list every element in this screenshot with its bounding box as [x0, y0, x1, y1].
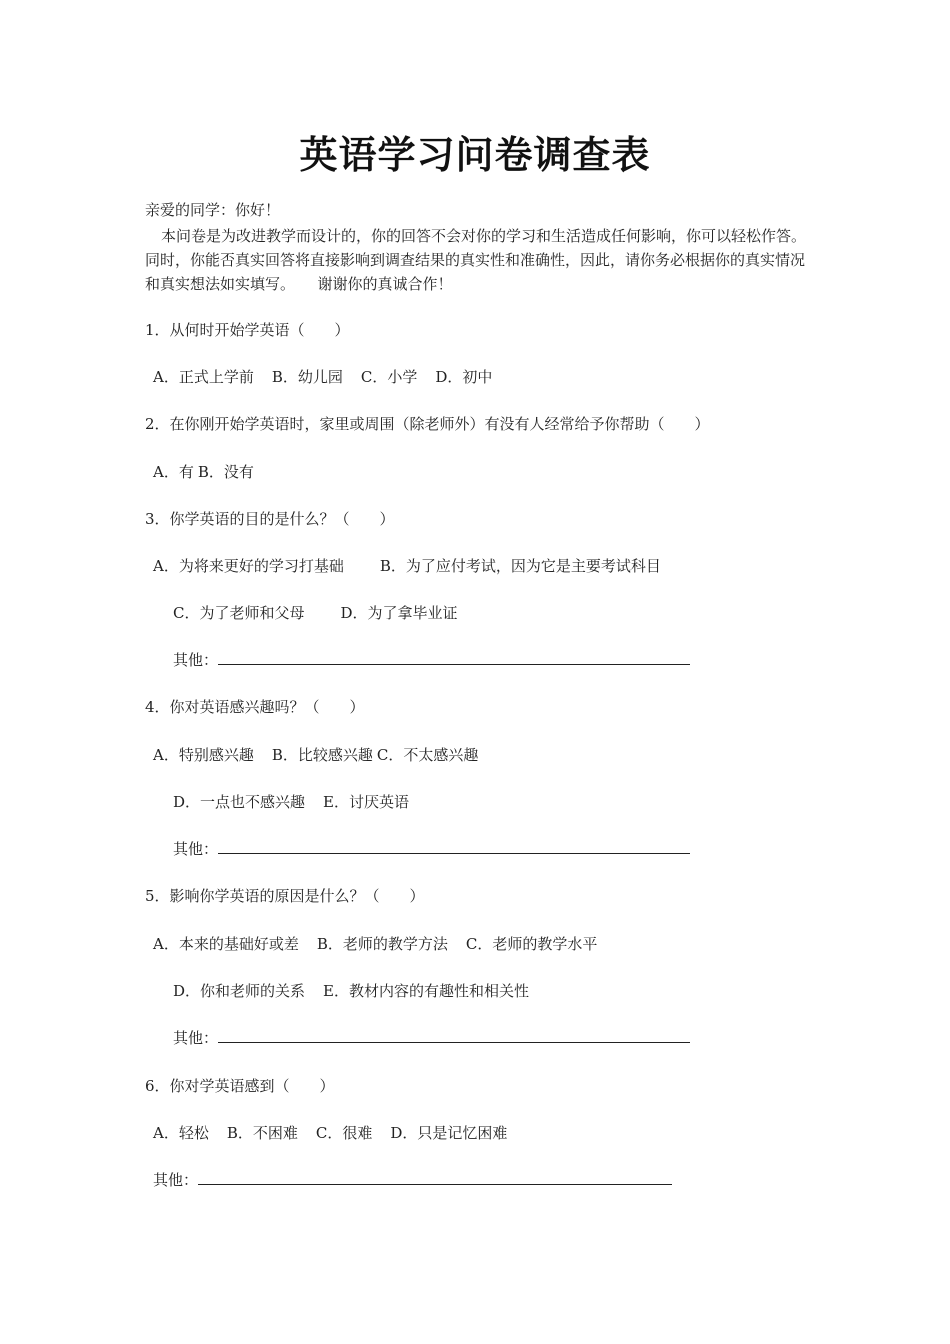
question-6-options — [153, 1123, 507, 1143]
question-3-other — [173, 650, 690, 670]
other-answer-field-3[interactable] — [218, 650, 690, 665]
option-6c[interactable]: C．很难 — [315, 1124, 373, 1142]
other-answer-field-4[interactable] — [218, 839, 690, 854]
option-1c[interactable]: C．小学 — [360, 368, 418, 386]
option-6b[interactable]: B．不困难 — [226, 1124, 298, 1142]
other-label: 其他： — [173, 1029, 219, 1047]
option-4c[interactable]: C．不太感兴趣 — [376, 746, 479, 764]
question-4-other — [173, 839, 690, 859]
option-4b[interactable]: B．比较感兴趣 — [271, 746, 373, 764]
other-label: 其他： — [173, 840, 219, 858]
option-3a[interactable]: A．为将来更好的学习打基础 — [153, 557, 344, 575]
question-5: 5．影响你学英语的原因是什么？（ ） — [145, 887, 425, 905]
question-4-options-row1 — [153, 745, 478, 765]
option-1d[interactable]: D．初中 — [435, 368, 493, 386]
option-1b[interactable]: B．幼儿园 — [271, 368, 343, 386]
option-2a[interactable]: A．有 — [153, 463, 194, 481]
option-5e[interactable]: E．教材内容的有趣性和相关性 — [323, 982, 529, 1000]
other-answer-field-5[interactable] — [218, 1028, 690, 1043]
option-5d[interactable]: D．你和老师的关系 — [173, 982, 306, 1000]
option-5b[interactable]: B．老师的教学方法 — [316, 935, 448, 953]
option-4e[interactable]: E．讨厌英语 — [323, 793, 409, 811]
question-4: 4．你对英语感兴趣吗？（ ） — [145, 698, 365, 716]
option-3c[interactable]: C．为了老师和父母 — [173, 604, 305, 622]
option-1a[interactable]: A．正式上学前 — [153, 368, 254, 386]
question-6-other — [153, 1170, 672, 1190]
intro-paragraph: 本问卷是为改进教学而设计的，你的回答不会对你的学习和生活造成任何影响，你可以轻松作答。同时，你能否真实回答将直接影响到调查结果的真实性和准确性，因此，请你务必根据你的真实情况和真实想法如实填写。 谢谢你的真诚合作！ — [145, 227, 807, 293]
option-3d[interactable]: D．为了拿毕业证 — [340, 604, 458, 622]
question-4-options-row2 — [173, 792, 409, 812]
other-label: 其他： — [173, 651, 219, 669]
question-5-options-row1 — [153, 934, 597, 954]
question-2: 2．在你刚开始学英语时，家里或周围（除老师外）有没有人经常给予你帮助（ ） — [145, 415, 710, 433]
other-label: 其他： — [153, 1171, 199, 1189]
question-1-options — [153, 367, 492, 387]
option-5c[interactable]: C．老师的教学水平 — [465, 935, 598, 953]
question-5-other — [173, 1028, 690, 1048]
page-title: 英语学习问卷调查表 — [299, 132, 651, 177]
question-1: 1．从何时开始学英语（ ） — [145, 321, 350, 339]
question-3-options-row2 — [173, 603, 458, 623]
question-6: 6．你对学英语感到（ ） — [145, 1077, 335, 1095]
question-3-options-row1 — [153, 556, 661, 576]
question-2-options — [153, 462, 254, 482]
option-6a[interactable]: A．轻松 — [153, 1124, 209, 1142]
other-answer-field-6[interactable] — [198, 1170, 672, 1185]
option-6d[interactable]: D．只是记忆困难 — [390, 1124, 508, 1142]
option-4d[interactable]: D．一点也不感兴趣 — [173, 793, 306, 811]
option-4a[interactable]: A．特别感兴趣 — [153, 746, 254, 764]
question-3: 3．你学英语的目的是什么？（ ） — [145, 510, 395, 528]
greeting: 亲爱的同学：你好！ — [145, 201, 281, 219]
option-2b[interactable]: B．没有 — [197, 463, 254, 481]
question-5-options-row2 — [173, 981, 529, 1001]
option-3b[interactable]: B．为了应付考试，因为它是主要考试科目 — [379, 557, 661, 575]
option-5a[interactable]: A．本来的基础好或差 — [153, 935, 299, 953]
